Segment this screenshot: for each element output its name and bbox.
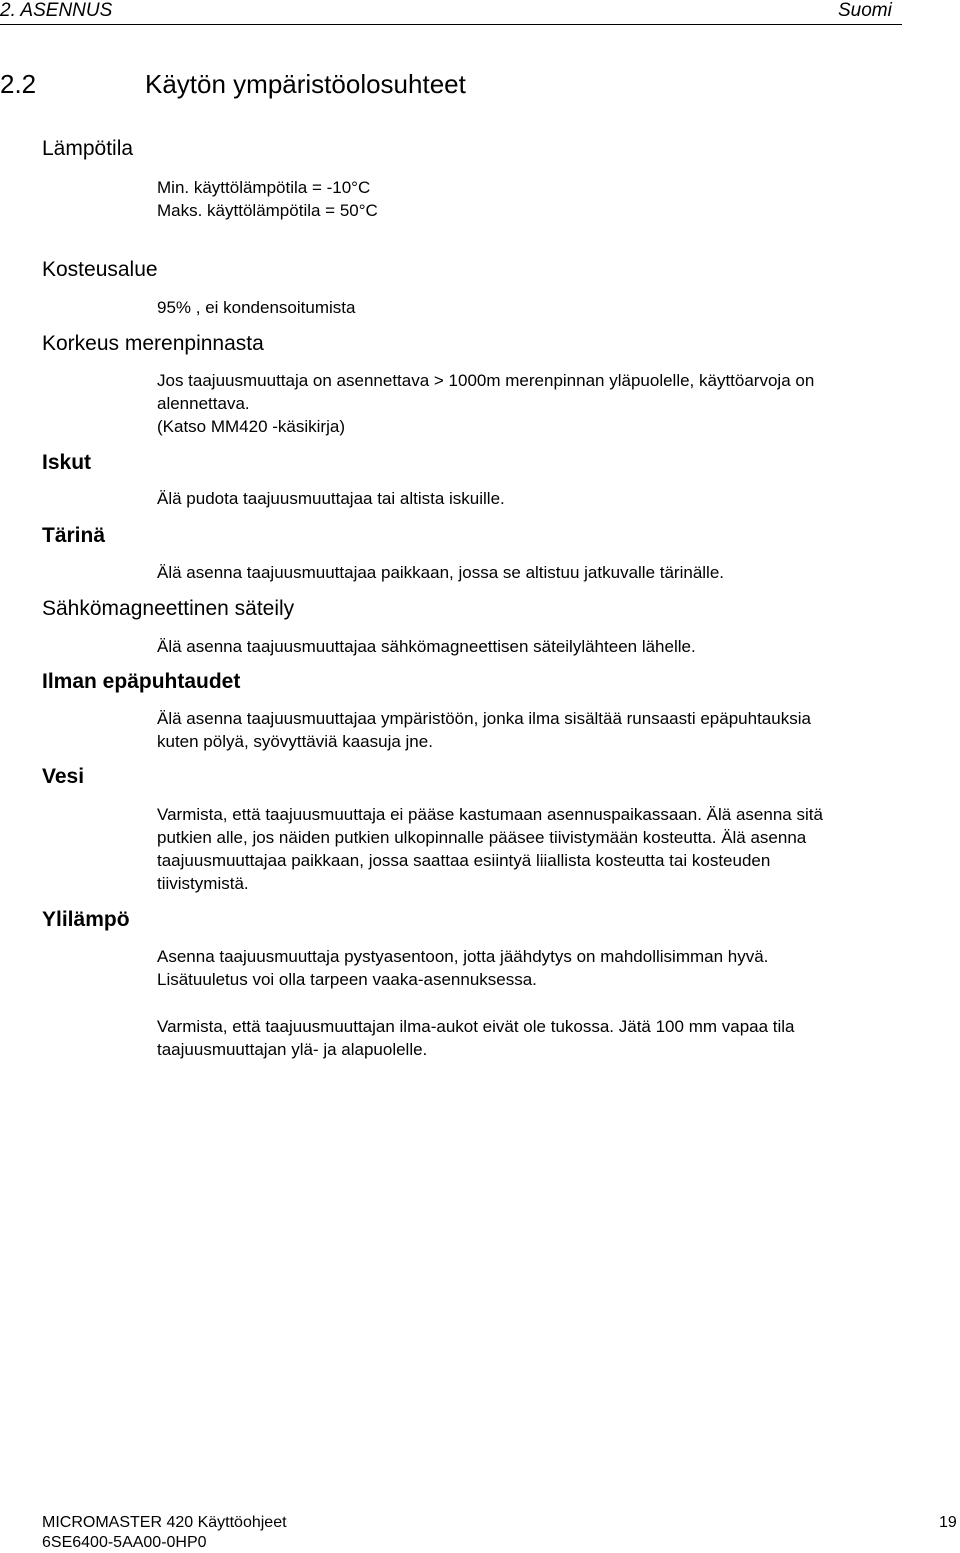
label-overheat: Ylilämpö xyxy=(42,908,130,931)
section-title: Käytön ympäristöolosuhteet xyxy=(145,69,466,99)
label-humidity: Kosteusalue xyxy=(42,258,158,281)
label-emr: Sähkömagneettinen säteily xyxy=(42,597,295,620)
temperature-min: Min. käyttölämpötila = -10°C xyxy=(157,178,371,197)
section-number: 2.2 xyxy=(0,69,37,99)
water-line2: putkien alle, jos näiden putkien ulkopinnalle pääsee tiivistymään kosteutta. Älä asenna xyxy=(157,828,807,847)
footer-product: MICROMASTER 420 Käyttöohjeet xyxy=(42,1514,287,1531)
header-rule xyxy=(0,24,902,25)
altitude-line2: alennettava. xyxy=(157,394,250,413)
air-line1: Älä asenna taajuusmuuttajaa ympäristöön, jonka ilma sisältää runsaasti epäpuhtauksia xyxy=(157,709,811,728)
label-air: Ilman epäpuhtaudet xyxy=(42,670,241,693)
label-temperature: Lämpötila xyxy=(42,137,134,160)
header-language: Suomi xyxy=(838,0,892,21)
temperature-max: Maks. käyttölämpötila = 50°C xyxy=(157,201,378,220)
footer-code: 6SE6400-5AA00-0HP0 xyxy=(42,1534,207,1551)
label-shocks: Iskut xyxy=(42,451,92,474)
footer-page-number: 19 xyxy=(939,1514,957,1531)
water-line3: taajuusmuuttajaa paikkaan, jossa saattaa esiintyä liiallista kosteutta tai kosteuden xyxy=(157,851,771,870)
label-water: Vesi xyxy=(42,765,85,788)
overheat-p1-line2: Lisätuuletus voi olla tarpeen vaaka-asennuksessa. xyxy=(157,970,537,989)
label-vibration: Tärinä xyxy=(42,524,106,547)
shocks-text: Älä pudota taajuusmuuttajaa tai altista iskuille. xyxy=(157,489,505,508)
overheat-p2-line1: Varmista, että taajuusmuuttajan ilma-aukot eivät ole tukossa. Jätä 100 mm vapaa tila xyxy=(157,1017,795,1036)
water-line1: Varmista, että taajuusmuuttaja ei pääse kastumaan asennuspaikassaan. Älä asenna sitä xyxy=(157,805,823,824)
label-altitude: Korkeus merenpinnasta xyxy=(42,332,264,355)
emr-text: Älä asenna taajuusmuuttajaa sähkömagneettisen säteilylähteen lähelle. xyxy=(157,637,696,656)
vibration-text: Älä asenna taajuusmuuttajaa paikkaan, jossa se altistuu jatkuvalle tärinälle. xyxy=(157,563,725,582)
altitude-line1: Jos taajuusmuuttaja on asennettava > 1000m merenpinnan yläpuolelle, käyttöarvoja on xyxy=(157,371,815,390)
header-chapter: 2. ASENNUS xyxy=(0,0,113,21)
overheat-p2-line2: taajuusmuuttajan ylä- ja alapuolelle. xyxy=(157,1040,428,1059)
overheat-p1-line1: Asenna taajuusmuuttaja pystyasentoon, jotta jäähdytys on mahdollisimman hyvä. xyxy=(157,947,769,966)
water-line4: tiivistymistä. xyxy=(157,874,249,893)
humidity-text: 95% , ei kondensoitumista xyxy=(157,298,356,317)
altitude-line3: (Katso MM420 -käsikirja) xyxy=(157,417,345,436)
air-line2: kuten pölyä, syövyttäviä kaasuja jne. xyxy=(157,732,433,751)
